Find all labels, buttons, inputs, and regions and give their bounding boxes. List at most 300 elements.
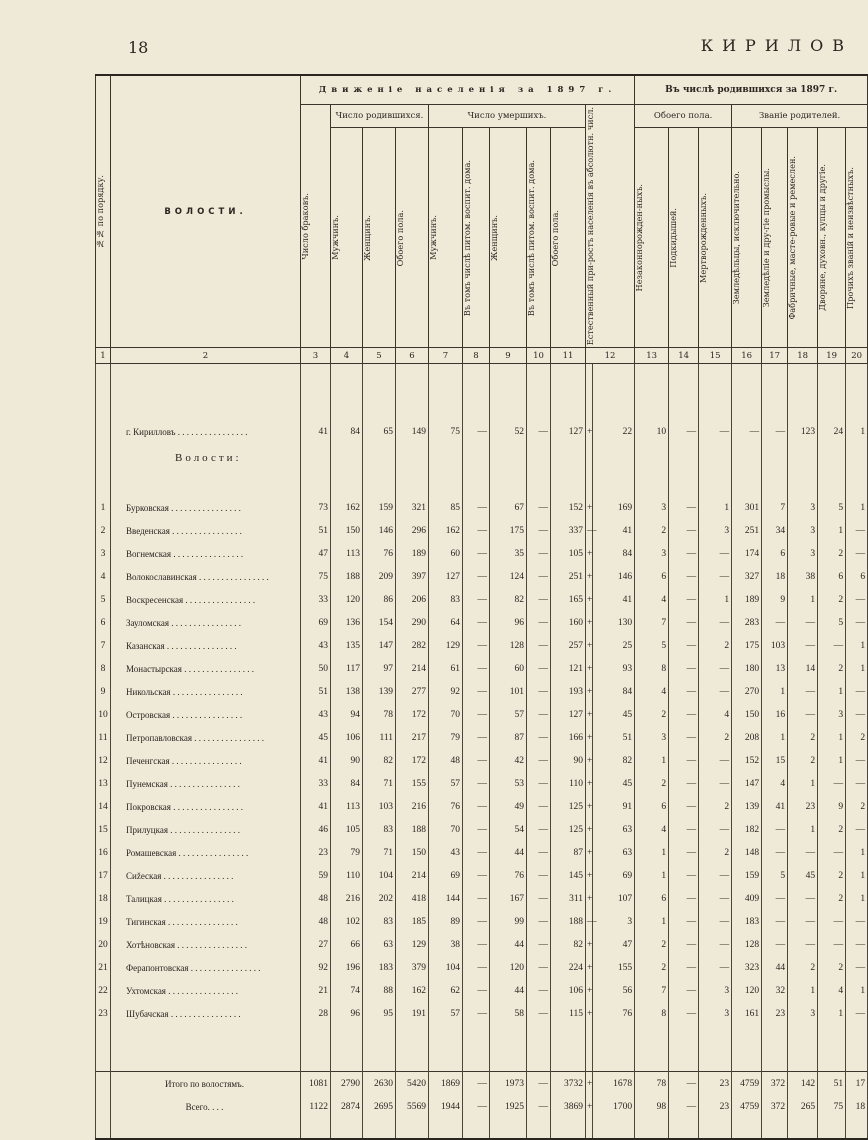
data-cell: 5 <box>818 611 846 634</box>
data-cell: 4759 <box>732 1095 762 1118</box>
data-cell: — <box>699 657 732 680</box>
data-cell: 148 <box>732 841 762 864</box>
table-row <box>96 841 868 864</box>
data-cell: 127 <box>429 565 463 588</box>
data-cell: 3 <box>699 1002 732 1025</box>
data-cell: — <box>463 611 490 634</box>
data-cell: 185 <box>396 910 429 933</box>
data-cell: — <box>527 420 551 443</box>
data-cell: — <box>669 933 699 956</box>
data-cell: 85 <box>429 496 463 519</box>
area-name-text: Воскресенская . . . <box>126 595 255 605</box>
data-cell: + <box>586 703 593 726</box>
data-cell: 1 <box>846 864 868 887</box>
data-cell: + <box>586 588 593 611</box>
data-cell: 8 <box>635 657 669 680</box>
data-cell: 2695 <box>363 1095 396 1118</box>
data-cell: 105 <box>331 818 363 841</box>
data-cell: 38 <box>788 565 818 588</box>
data-cell: 58 <box>490 1002 527 1025</box>
data-cell: — <box>788 887 818 910</box>
row-number: 8 <box>96 657 111 680</box>
area-name <box>111 772 301 795</box>
data-cell: 128 <box>490 634 527 657</box>
data-cell: — <box>669 1072 699 1096</box>
area-name-text: Покровская . . . <box>126 802 243 812</box>
data-cell: 75 <box>429 420 463 443</box>
column-number: 19 <box>818 348 846 364</box>
area-name-text: Прилуцкая . . . <box>126 825 240 835</box>
area-name-text: Шубачская . . . <box>126 1009 241 1019</box>
data-cell: — <box>788 910 818 933</box>
area-name <box>111 420 301 443</box>
data-cell: 3869 <box>551 1095 586 1118</box>
row-number: 18 <box>96 887 111 910</box>
data-cell: — <box>669 611 699 634</box>
area-name <box>111 795 301 818</box>
spacer-row <box>96 374 868 397</box>
table-row <box>96 565 868 588</box>
table-row <box>96 542 868 565</box>
data-cell: 25 <box>593 634 635 657</box>
data-cell: 183 <box>363 956 396 979</box>
data-cell: — <box>463 795 490 818</box>
data-cell: — <box>527 657 551 680</box>
area-name-text: Ферапонтовская . . . <box>126 963 261 973</box>
data-cell: 13 <box>762 657 788 680</box>
data-cell: — <box>669 749 699 772</box>
data-cell: 60 <box>429 542 463 565</box>
data-cell: 147 <box>363 634 396 657</box>
data-cell: 96 <box>331 1002 363 1025</box>
data-cell: 372 <box>762 1095 788 1118</box>
data-cell: 83 <box>363 910 396 933</box>
data-cell: — <box>527 933 551 956</box>
data-cell: 1973 <box>490 1072 527 1096</box>
area-name-text: Вогнемская . . . <box>126 549 243 559</box>
data-cell: 84 <box>593 680 635 703</box>
row-number: 10 <box>96 703 111 726</box>
area-name <box>111 887 301 910</box>
data-cell: — <box>527 726 551 749</box>
spacer-row <box>96 473 868 496</box>
area-name <box>111 588 301 611</box>
spacer-row <box>96 1118 868 1139</box>
data-cell: 214 <box>396 864 429 887</box>
data-cell: 3 <box>635 496 669 519</box>
data-cell: — <box>669 910 699 933</box>
data-cell: — <box>463 496 490 519</box>
data-cell: 327 <box>732 565 762 588</box>
area-name <box>111 818 301 841</box>
data-cell: 41 <box>762 795 788 818</box>
data-cell: 2 <box>635 933 669 956</box>
area-name-text: Сиžеская . . . <box>126 871 233 881</box>
data-cell: 144 <box>429 887 463 910</box>
row-number: 15 <box>96 818 111 841</box>
data-cell: 67 <box>490 496 527 519</box>
data-cell: 51 <box>301 680 331 703</box>
column-number: 5 <box>363 348 396 364</box>
data-cell: 98 <box>635 1095 669 1118</box>
data-cell: 379 <box>396 956 429 979</box>
data-cell: — <box>669 588 699 611</box>
data-cell: 70 <box>429 703 463 726</box>
header-nobles: Дворяне, духовн., купцы и другіе. <box>817 164 828 312</box>
data-cell: 59 <box>301 864 331 887</box>
data-cell: 208 <box>732 726 762 749</box>
data-cell: 174 <box>732 542 762 565</box>
data-cell: 15 <box>762 749 788 772</box>
data-cell: 155 <box>396 772 429 795</box>
data-cell: — <box>669 772 699 795</box>
column-number: 7 <box>429 348 463 364</box>
table-row <box>96 818 868 841</box>
data-cell: 115 <box>551 1002 586 1025</box>
row-number <box>96 1095 111 1118</box>
data-cell: 48 <box>301 887 331 910</box>
data-cell: 71 <box>363 841 396 864</box>
data-cell: — <box>669 565 699 588</box>
data-cell: — <box>463 680 490 703</box>
data-cell: 69 <box>593 864 635 887</box>
data-cell: 128 <box>732 933 762 956</box>
data-cell: 99 <box>490 910 527 933</box>
data-cell: — <box>463 910 490 933</box>
area-name-text: Петропавловская . . . <box>126 733 264 743</box>
data-cell: 61 <box>429 657 463 680</box>
area-name-text: г. Кирилловъ . . . <box>126 427 247 437</box>
data-cell: 79 <box>429 726 463 749</box>
data-cell: — <box>463 726 490 749</box>
data-cell: 56 <box>593 979 635 1002</box>
header-died-men: Мужчинъ. <box>428 215 438 261</box>
data-cell: 27 <box>301 933 331 956</box>
data-cell: — <box>527 588 551 611</box>
area-name <box>111 634 301 657</box>
data-cell: 7 <box>635 979 669 1002</box>
data-cell: — <box>463 588 490 611</box>
area-name <box>111 933 301 956</box>
data-cell: 1 <box>788 979 818 1002</box>
area-name <box>111 956 301 979</box>
data-cell: 110 <box>551 772 586 795</box>
spacer-row <box>96 364 868 375</box>
data-cell: 127 <box>551 420 586 443</box>
data-cell: 106 <box>551 979 586 1002</box>
data-cell: 111 <box>363 726 396 749</box>
data-cell: 90 <box>551 749 586 772</box>
data-cell: 189 <box>732 588 762 611</box>
table-row <box>96 910 868 933</box>
area-name <box>111 565 301 588</box>
data-cell: + <box>586 542 593 565</box>
data-cell: 41 <box>593 519 635 542</box>
data-cell: 53 <box>490 772 527 795</box>
data-cell: — <box>846 956 868 979</box>
data-cell: — <box>527 634 551 657</box>
data-cell: 2 <box>635 703 669 726</box>
data-cell: + <box>586 795 593 818</box>
data-cell: — <box>846 818 868 841</box>
data-cell: 1 <box>635 749 669 772</box>
data-cell: — <box>463 887 490 910</box>
data-cell: — <box>527 956 551 979</box>
table-row <box>96 749 868 772</box>
header-born-men: Мужчинъ. <box>330 215 340 261</box>
data-cell: — <box>699 933 732 956</box>
data-cell: 113 <box>331 795 363 818</box>
data-cell: — <box>699 818 732 841</box>
data-cell: 44 <box>490 841 527 864</box>
data-cell: 216 <box>396 795 429 818</box>
data-cell: 135 <box>331 634 363 657</box>
column-number: 15 <box>699 348 732 364</box>
row-number: 22 <box>96 979 111 1002</box>
data-cell: + <box>586 772 593 795</box>
area-name-text: Всего. . . . <box>185 1101 224 1112</box>
data-cell: 60 <box>490 657 527 680</box>
data-cell: 87 <box>551 841 586 864</box>
data-cell: — <box>463 864 490 887</box>
data-cell: 44 <box>490 979 527 1002</box>
data-cell: 142 <box>788 1072 818 1096</box>
running-title: КИРИЛОВ <box>700 36 853 55</box>
area-name-text: Казанская . . . <box>126 641 237 651</box>
data-cell: — <box>527 887 551 910</box>
column-number: 14 <box>669 348 699 364</box>
data-cell: 4 <box>699 703 732 726</box>
column-number: 2 <box>111 348 301 364</box>
data-cell: 44 <box>762 956 788 979</box>
data-cell: 150 <box>732 703 762 726</box>
data-cell: — <box>669 680 699 703</box>
data-cell: 76 <box>593 1002 635 1025</box>
data-cell: + <box>586 956 593 979</box>
data-cell: 43 <box>301 703 331 726</box>
data-cell: 91 <box>593 795 635 818</box>
data-cell: — <box>699 956 732 979</box>
data-cell: — <box>846 611 868 634</box>
data-cell: 270 <box>732 680 762 703</box>
data-cell: 301 <box>732 496 762 519</box>
data-cell: — <box>846 542 868 565</box>
data-cell: — <box>818 634 846 657</box>
data-cell: + <box>586 680 593 703</box>
data-cell: 51 <box>593 726 635 749</box>
data-cell: 172 <box>396 749 429 772</box>
header-volosti: ВОЛОСТИ. <box>111 75 301 348</box>
data-cell: 150 <box>396 841 429 864</box>
page-number: 18 <box>128 38 149 57</box>
data-cell: — <box>699 611 732 634</box>
data-cell: — <box>527 818 551 841</box>
header-died-both: Обоего пола. <box>550 209 560 266</box>
row-number: 23 <box>96 1002 111 1025</box>
data-cell: 1678 <box>593 1072 635 1096</box>
table-row <box>96 588 868 611</box>
row-number: 13 <box>96 772 111 795</box>
data-cell: 1 <box>846 634 868 657</box>
data-cell: 90 <box>331 749 363 772</box>
data-cell: — <box>699 542 732 565</box>
data-cell: 1 <box>788 818 818 841</box>
data-cell: + <box>586 933 593 956</box>
data-cell: 5569 <box>396 1095 429 1118</box>
data-cell: — <box>527 1095 551 1118</box>
data-cell: 35 <box>490 542 527 565</box>
data-cell: 146 <box>363 519 396 542</box>
data-cell: 418 <box>396 887 429 910</box>
data-cell: 105 <box>551 542 586 565</box>
header-farmers: Земледѣльцы, исключительно. <box>731 171 742 305</box>
data-cell: + <box>586 496 593 519</box>
header-died-men-foundlings: Въ томъ числѣ питом. воспит. дома. <box>462 159 472 316</box>
data-cell: 5420 <box>396 1072 429 1096</box>
table-row <box>96 979 868 1002</box>
area-name-text: Хотѣновская . . . <box>126 940 247 950</box>
data-cell: 3732 <box>551 1072 586 1096</box>
data-cell: 46 <box>301 818 331 841</box>
data-cell: 66 <box>331 933 363 956</box>
data-cell: 89 <box>429 910 463 933</box>
column-number: 18 <box>788 348 818 364</box>
data-cell: 2 <box>818 956 846 979</box>
data-cell: 169 <box>593 496 635 519</box>
table-row <box>96 611 868 634</box>
data-cell: 1 <box>699 588 732 611</box>
data-cell: 104 <box>363 864 396 887</box>
data-cell: 206 <box>396 588 429 611</box>
data-cell: 83 <box>363 818 396 841</box>
data-cell: — <box>669 496 699 519</box>
data-cell: 150 <box>331 519 363 542</box>
data-cell: 51 <box>301 519 331 542</box>
data-cell: — <box>463 703 490 726</box>
data-cell: + <box>586 749 593 772</box>
area-name <box>111 864 301 887</box>
data-cell: 182 <box>732 818 762 841</box>
data-cell: 74 <box>331 979 363 1002</box>
data-cell: — <box>463 749 490 772</box>
data-cell: 1 <box>818 680 846 703</box>
data-cell: 1 <box>635 841 669 864</box>
data-cell: — <box>669 634 699 657</box>
header-died-group: Число умершихъ. <box>429 105 586 128</box>
data-cell: 167 <box>490 887 527 910</box>
data-cell: — <box>463 1095 490 1118</box>
data-cell: 2 <box>788 956 818 979</box>
table-row <box>96 1002 868 1025</box>
data-cell: 82 <box>363 749 396 772</box>
header-illegitimate: Незаконнорожден-ныхъ. <box>634 184 645 292</box>
data-cell: — <box>463 1072 490 1096</box>
data-cell: — <box>762 841 788 864</box>
data-cell: 3 <box>788 496 818 519</box>
data-cell: 120 <box>490 956 527 979</box>
data-cell: 3 <box>635 726 669 749</box>
row-number: 4 <box>96 565 111 588</box>
data-cell: — <box>527 979 551 1002</box>
data-cell: 175 <box>490 519 527 542</box>
data-cell: 1 <box>846 979 868 1002</box>
row-number: 7 <box>96 634 111 657</box>
data-cell: 32 <box>762 979 788 1002</box>
header-both-sex-group: Обоего пола. <box>635 105 732 128</box>
area-name-text: Бурковская . . . <box>126 503 241 513</box>
data-cell: 165 <box>551 588 586 611</box>
data-cell: — <box>527 703 551 726</box>
column-number: 17 <box>762 348 788 364</box>
data-cell: — <box>788 933 818 956</box>
data-cell: 2 <box>699 634 732 657</box>
data-cell: — <box>527 1072 551 1096</box>
data-cell: 94 <box>331 703 363 726</box>
table-row <box>96 726 868 749</box>
data-cell: 82 <box>490 588 527 611</box>
data-cell: 125 <box>551 818 586 841</box>
data-cell: 4759 <box>732 1072 762 1096</box>
data-cell: 1 <box>635 864 669 887</box>
data-cell: 23 <box>699 1095 732 1118</box>
header-born-both: Обоего пола. <box>395 209 405 266</box>
data-cell: 7 <box>762 496 788 519</box>
data-cell: 149 <box>396 420 429 443</box>
data-cell: 162 <box>396 979 429 1002</box>
data-cell: — <box>463 634 490 657</box>
data-cell: 21 <box>301 979 331 1002</box>
spacer-row <box>96 397 868 420</box>
table-row <box>96 933 868 956</box>
data-cell: 41 <box>301 749 331 772</box>
data-cell: 71 <box>363 772 396 795</box>
data-cell: 162 <box>429 519 463 542</box>
data-cell: — <box>846 703 868 726</box>
data-cell: 57 <box>429 772 463 795</box>
data-cell: 1081 <box>301 1072 331 1096</box>
data-cell: — <box>846 933 868 956</box>
data-cell: 6 <box>818 565 846 588</box>
data-cell: 136 <box>331 611 363 634</box>
data-cell: — <box>463 979 490 1002</box>
data-cell: — <box>699 910 732 933</box>
data-cell: 10 <box>635 420 669 443</box>
data-cell: 214 <box>396 657 429 680</box>
table-row <box>96 772 868 795</box>
data-cell: — <box>527 772 551 795</box>
data-cell: 28 <box>301 1002 331 1025</box>
data-cell: 92 <box>301 956 331 979</box>
data-cell: — <box>788 703 818 726</box>
data-cell: 34 <box>762 519 788 542</box>
data-cell: 5 <box>635 634 669 657</box>
data-cell: 95 <box>363 1002 396 1025</box>
data-cell: 283 <box>732 611 762 634</box>
data-cell: 1 <box>846 657 868 680</box>
data-cell: — <box>669 864 699 887</box>
data-cell: 2 <box>635 956 669 979</box>
header-died-women-foundlings: Въ томъ числѣ питом. воспит. дома. <box>526 159 536 316</box>
data-cell: 8 <box>635 1002 669 1025</box>
data-cell: 1 <box>818 519 846 542</box>
column-number: 1 <box>96 348 111 364</box>
data-cell: + <box>586 887 593 910</box>
data-cell: 49 <box>490 795 527 818</box>
data-cell: 104 <box>429 956 463 979</box>
area-name <box>111 749 301 772</box>
header-among-born: Въ числѣ родившихся за 1897 г. <box>635 75 868 105</box>
column-number: 6 <box>396 348 429 364</box>
